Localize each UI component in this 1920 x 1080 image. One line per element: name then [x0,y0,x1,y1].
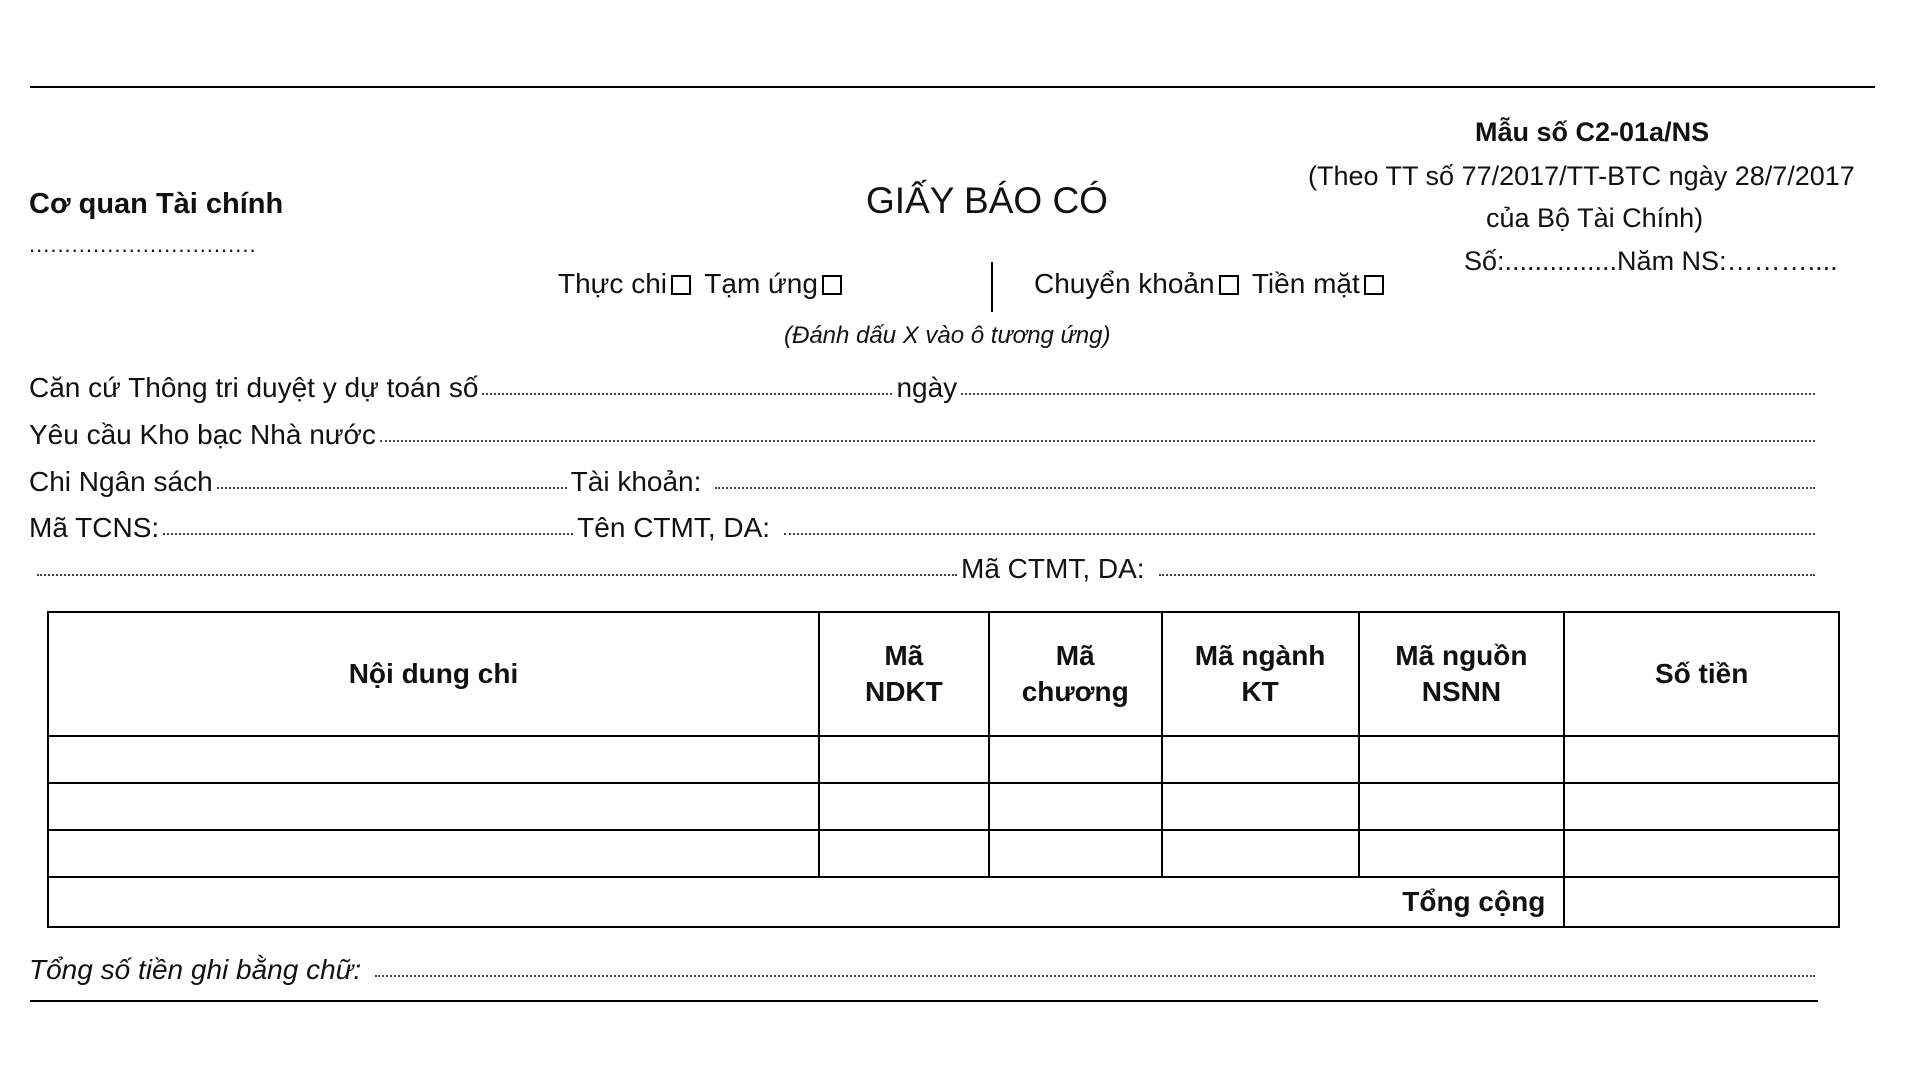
table-cell[interactable] [989,830,1162,877]
tien-mat-label: Tiền mặt [1251,268,1360,299]
col-ma-ndkt: Mã NDKT [819,612,989,736]
org-dots: ................................ [29,232,257,257]
form-number: Số:...............Năm NS:……….... [1464,246,1838,276]
col-ma-nganh-kt: Mã ngành KT [1162,612,1359,736]
top-rule [30,86,1875,88]
amount-in-words-row [29,954,1819,986]
table-cell[interactable] [1359,783,1565,830]
ma-tcns-field[interactable] [163,532,573,535]
row-yeu-cau [29,419,1819,451]
amount-in-words-label: Tổng số tiền ghi bằng chữ: [29,954,362,985]
bottom-rule [30,1000,1818,1002]
table-cell[interactable] [1162,830,1359,877]
yeu-cau-label: Yêu cầu Kho bạc Nhà nước [29,419,376,450]
table-cell[interactable] [989,783,1162,830]
chuyen-khoan-label: Chuyển khoản [1034,268,1215,299]
table-row [48,736,1839,783]
form-code: Mẫu số C2-01a/NS [1475,117,1710,147]
table-row [48,830,1839,877]
col-noi-dung-chi: Nội dung chi [48,612,819,736]
ma-tcns-label: Mã TCNS: [29,512,160,543]
col-so-tien: Số tiền [1564,612,1839,736]
table-cell[interactable] [1564,783,1839,830]
document-title: GIẤY BÁO CÓ [866,180,1108,221]
total-label: Tổng cộng [48,877,1564,927]
tam-ung-label: Tạm ứng [704,268,818,299]
table-cell[interactable] [48,783,819,830]
table-cell[interactable] [1162,783,1359,830]
ten-ctmt-field[interactable] [784,532,1815,535]
checkbox-note: (Đánh dấu X vào ô tương ứng) [784,322,1111,349]
ten-ctmt-continuation-field[interactable] [37,573,957,576]
payment-type-options [558,268,848,300]
table-cell[interactable] [989,736,1162,783]
table-header-row [48,612,1839,736]
form-basis: (Theo TT số 77/2017/TT-BTC ngày 28/7/2017 [1308,161,1855,191]
ma-ctmt-field[interactable] [1159,573,1815,576]
table-cell[interactable] [1564,830,1839,877]
tai-khoan-field[interactable] [715,486,1815,489]
table-cell[interactable] [819,736,989,783]
row-ma-tcns [29,512,1819,544]
table-cell[interactable] [48,736,819,783]
can-cu-field[interactable] [482,392,892,395]
table-row [48,783,1839,830]
form-issuer: của Bộ Tài Chính) [1486,203,1704,233]
chi-ngan-sach-field[interactable] [217,486,567,489]
yeu-cau-field[interactable] [380,439,1815,442]
table-cell[interactable] [819,783,989,830]
expense-table [47,611,1840,928]
options-divider [991,262,993,312]
col-ma-nguon-nsnn: Mã nguồn NSNN [1359,612,1565,736]
table-cell[interactable] [1359,830,1565,877]
total-amount-cell[interactable] [1564,877,1839,927]
table-cell[interactable] [1359,736,1565,783]
tai-khoan-label: Tài khoản: [570,466,702,497]
table-cell[interactable] [1162,736,1359,783]
table-total-row [48,877,1839,927]
ngay-label: ngày [896,372,958,403]
ma-ctmt-label: Mã CTMT, DA: [961,553,1145,584]
col-ma-chuong: Mã chương [989,612,1162,736]
ten-ctmt-label: Tên CTMT, DA: [577,512,771,543]
can-cu-label: Căn cứ Thông tri duyệt y dự toán số [29,372,479,403]
amount-in-words-field[interactable] [375,974,1815,977]
ngay-field[interactable] [961,392,1815,395]
row-can-cu [29,372,1819,404]
row-chi-ngan-sach [29,466,1819,498]
chuyen-khoan-checkbox[interactable] [1219,275,1239,295]
thuc-chi-label: Thực chi [558,268,667,299]
table-cell[interactable] [1564,736,1839,783]
chi-ngan-sach-label: Chi Ngân sách [29,466,213,497]
payment-method-options [1034,268,1390,300]
tam-ung-checkbox[interactable] [822,275,842,295]
table-cell[interactable] [48,830,819,877]
table-cell[interactable] [819,830,989,877]
thuc-chi-checkbox[interactable] [671,275,691,295]
tien-mat-checkbox[interactable] [1364,275,1384,295]
row-ma-ctmt [29,553,1819,585]
org-label: Cơ quan Tài chính [29,188,284,220]
